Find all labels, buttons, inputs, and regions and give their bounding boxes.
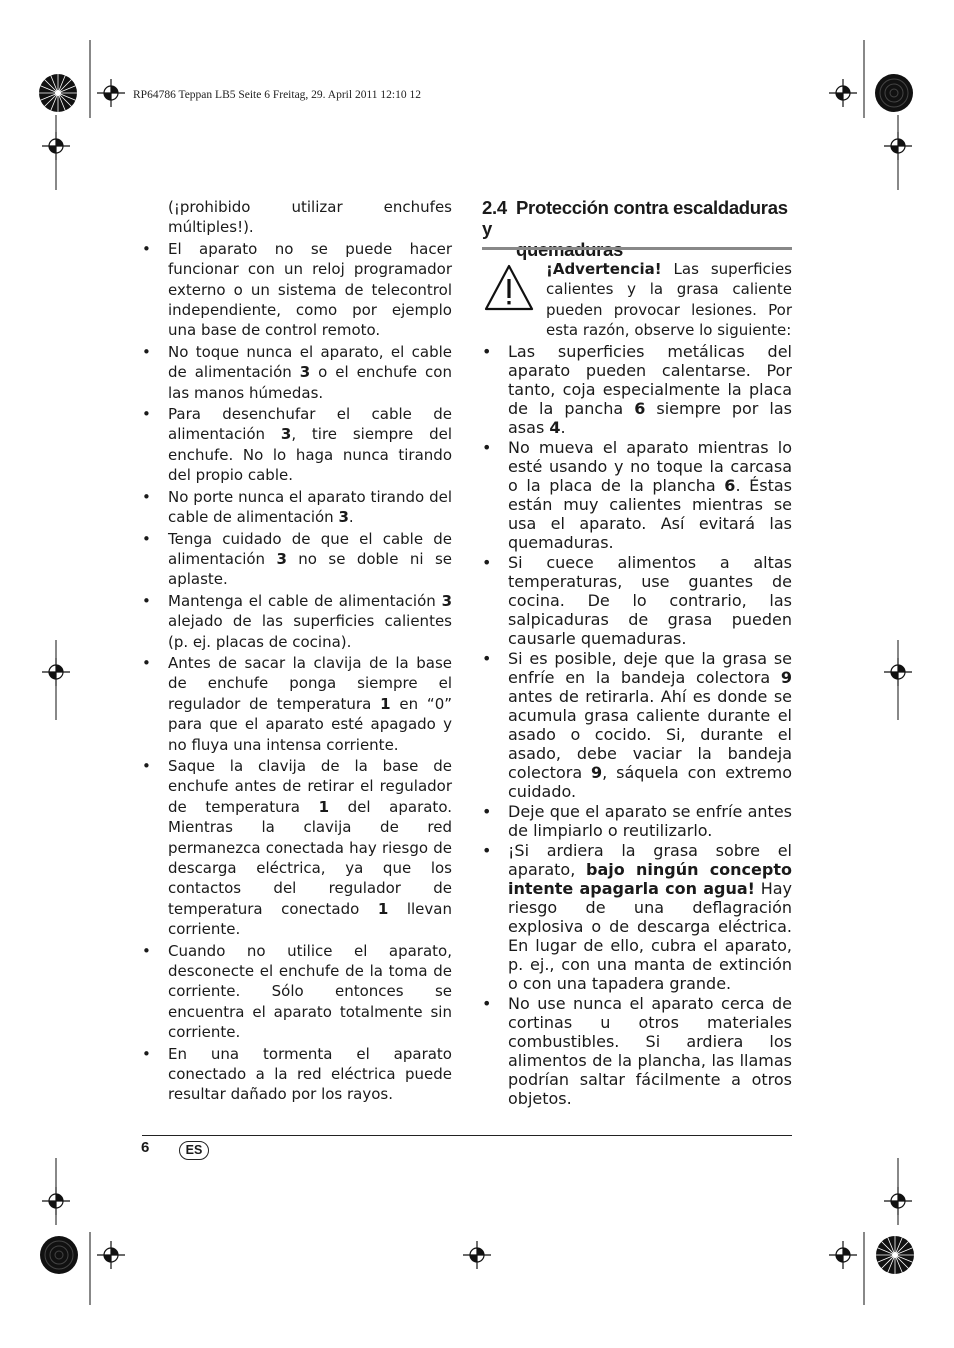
body-text: en “0” para que el aparato esté apagado y no fluya una intensa corriente. <box>168 694 453 754</box>
body-text: . <box>560 417 566 437</box>
language-badge: ES <box>179 1141 209 1160</box>
body-text: Antes de sacar la clavija de la base de enchufe ponga siempre el regulador de temperatura <box>168 653 452 713</box>
bullet-dot: • <box>482 648 492 668</box>
bullet-dot: • <box>482 552 492 572</box>
section-rule <box>482 247 792 250</box>
body-text: Si es posible, deje que la grasa se enfríe en la bandeja colectora <box>508 648 792 687</box>
body-text: alejado de las superficies calientes (p. ej. placas de cocina). <box>168 612 452 651</box>
bullet-dot: • <box>142 756 151 775</box>
body-text: Cuando no utilice el aparato, desconecte el enchufe de la toma de corriente. Sólo entonces se encuentra el aparato totalmente sin corriente. <box>168 941 452 1042</box>
body-text: Para desenchufar el cable de alimentación <box>168 405 452 444</box>
body-text: no se doble ni se aplaste. <box>168 549 452 589</box>
bold-text: 6 <box>724 475 736 495</box>
body-text: No mueva el aparato mientras lo esté usando y no toque la carcasa o la placa de la plancha <box>508 437 792 495</box>
body-text: Las superficies metálicas del aparato pueden calentarse. Por tanto, coja especialmente la placa de la pancha <box>508 341 792 418</box>
bold-text: bajo ningún concepto intente apagarla con agua! <box>508 859 792 898</box>
print-slug: RP64786 Teppan LB5 Seite 6 Freitag, 29. April 2011 12:10 12 <box>133 89 421 101</box>
bullet-item <box>142 591 452 652</box>
right-column <box>482 197 792 260</box>
bold-text: 3 <box>441 591 452 610</box>
bullet-item <box>142 941 452 1043</box>
warning-block <box>482 259 792 1109</box>
bullet-dot: • <box>142 941 151 960</box>
page-number: 6 <box>141 1139 150 1156</box>
bold-text: 9 <box>780 667 792 687</box>
bold-text: 3 <box>299 363 311 382</box>
bullet-dot: • <box>482 437 492 457</box>
body-text: . <box>348 508 354 527</box>
footer-rule <box>142 1135 792 1136</box>
bullet-item <box>142 653 452 755</box>
bold-text: 4 <box>549 417 561 437</box>
bullet-dot: • <box>482 341 492 361</box>
body-text: , tire siempre del enchufe. No lo haga nunca tirando del propio cable. <box>168 425 452 485</box>
bullet-item <box>482 438 792 552</box>
body-text: Si cuece alimentos a altas temperaturas, use guantes de cocina. De lo contrario, las salpicaduras de grasa pueden causarle quemaduras. <box>508 552 792 648</box>
body-text: Saque la clavija de la base de enchufe antes de retirar el regulador de temperatura <box>168 756 452 816</box>
body-text: No toque nunca el aparato, el cable de alimentación <box>168 342 452 382</box>
bullet-dot: • <box>142 487 151 506</box>
body-text: , sáquela con extremo cuidado. <box>508 762 792 801</box>
bullet-item <box>482 841 792 993</box>
bullet-item <box>482 649 792 801</box>
left-bullet-list <box>142 239 452 1105</box>
bold-text: 3 <box>280 425 292 444</box>
continuation-text: (¡prohibido utilizar enchufes múltiples!). <box>168 198 452 237</box>
bullet-dot: • <box>142 405 151 424</box>
body-text: del aparato. Mientras la clavija de red permanezca conectada hay riesgo de descarga eléctrica, ya que los contactos del regulador de temperatura conectado <box>168 797 452 918</box>
bullet-item <box>482 802 792 840</box>
body-text: . Éstas están muy calientes mientras se usa el aparato. Así evitará las quemaduras. <box>508 475 792 552</box>
bullet-item <box>482 994 792 1108</box>
body-text: No use nunca el aparato cerca de cortinas u otros materiales combustibles. Si ardiera los alimentos de la plancha, las llamas podrían saltar fácilmente a otros objetos. <box>508 993 792 1108</box>
body-text: El aparato no se puede hacer funcionar con un reloj programador externo o un sistema de telecontrol independiente, como por ejemplo una base de control remoto. <box>168 239 452 340</box>
bullet-item <box>482 553 792 648</box>
bold-text: 1 <box>318 797 330 816</box>
bullet-item <box>142 756 452 940</box>
bullet-item <box>142 342 452 403</box>
bullet-item <box>142 529 452 590</box>
body-text: Tenga cuidado de que el cable de alimentación <box>168 529 452 568</box>
section-number: 2.4 <box>482 197 507 218</box>
section-title-line1: Protección contra escaldaduras y <box>482 197 788 239</box>
body-text: Las superficies calientes y la grasa caliente pueden provocar lesiones. Por esta razón, observe lo siguiente: <box>546 260 792 340</box>
body-text: o el enchufe con las manos húmedas. <box>168 363 452 402</box>
bullet-dot: • <box>142 529 151 548</box>
bullet-dot: • <box>142 653 151 672</box>
body-text: Mantenga el cable de alimentación <box>168 591 442 610</box>
bullet-dot: • <box>142 239 151 258</box>
bold-text: 1 <box>380 694 391 713</box>
body-text: siempre por las asas <box>508 398 792 437</box>
body-text: Hay riesgo de una deflagración explosiva o de descarga eléctrica. En lugar de ello, cubra el aparato, p. ej., con una manta de extinción o con una tapadera grande. <box>508 878 792 993</box>
body-text: Deje que el aparato se enfríe antes de limpiarlo o reutilizarlo. <box>508 801 792 840</box>
body-text: ¡Si ardiera la grasa sobre el aparato, <box>508 840 792 879</box>
body-text: En una tormenta el aparato conectado a la red eléctrica puede resultar dañado por los rayos. <box>168 1044 452 1104</box>
bullet-item <box>482 342 792 437</box>
bullet-item <box>142 404 452 486</box>
bold-text: 3 <box>276 549 287 568</box>
body-text: antes de retirarla. Ahí es donde se acumula grasa caliente durante el asado o cocido. Si, durante el asado, debe vaciar la bandeja colectora <box>508 686 792 782</box>
body-text: No porte nunca el aparato tirando del cable de alimentación <box>168 487 452 527</box>
bullet-dot: • <box>142 342 151 361</box>
bullet-item <box>142 1044 452 1105</box>
warning-triangle-icon <box>484 263 534 313</box>
bullet-dot: • <box>482 801 492 821</box>
section-heading <box>482 197 792 260</box>
left-column <box>142 197 452 1106</box>
bold-text: ¡Advertencia! <box>546 260 662 278</box>
bullet-item <box>142 487 452 528</box>
bullet-item <box>142 239 452 341</box>
bold-text: 3 <box>338 508 349 527</box>
bullet-dot: • <box>482 840 492 860</box>
bullet-dot: • <box>482 993 492 1013</box>
bullet-dot: • <box>142 1044 151 1063</box>
warning-text <box>546 259 792 341</box>
body-text: llevan corriente. <box>168 899 452 939</box>
bold-text: 9 <box>591 762 603 782</box>
bullet-dot: • <box>142 591 151 610</box>
bold-text: 6 <box>634 398 646 418</box>
right-bullet-list <box>482 342 792 1108</box>
bold-text: 1 <box>377 899 389 918</box>
